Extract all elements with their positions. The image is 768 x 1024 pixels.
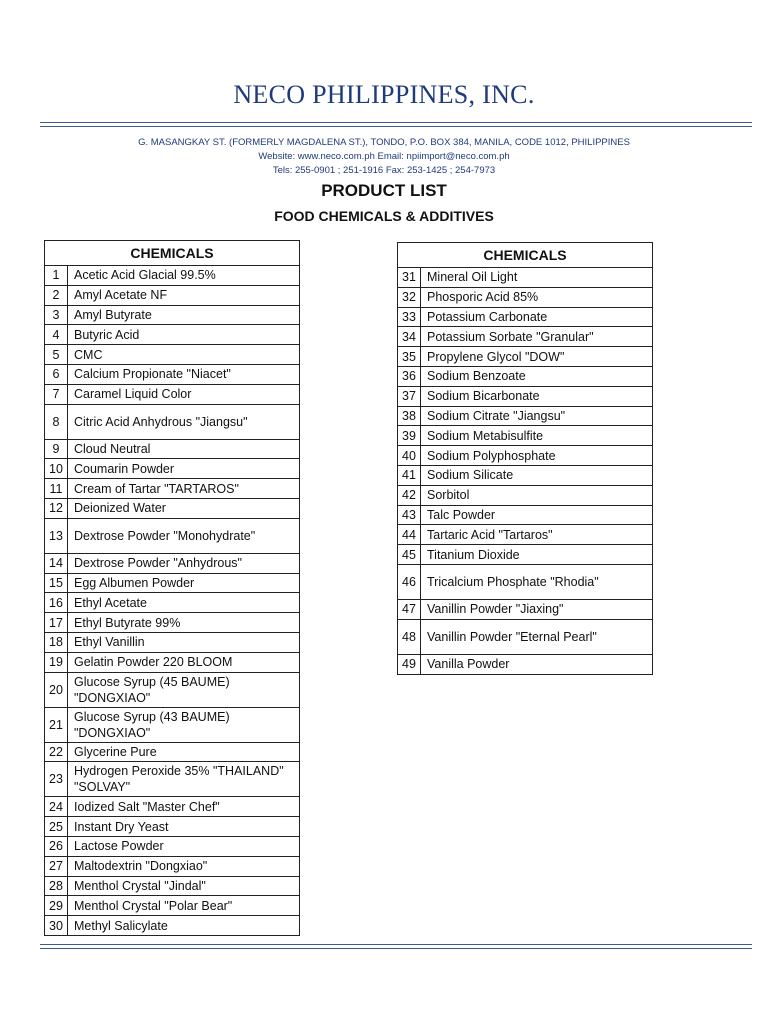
- product-name: Sorbitol: [421, 485, 653, 505]
- row-number: 11: [45, 479, 68, 499]
- product-name: Hydrogen Peroxide 35% "THAILAND" "SOLVAY": [68, 762, 300, 797]
- product-name: Vanilla Powder: [421, 654, 653, 674]
- table-row: [45, 553, 300, 573]
- page-title: PRODUCT LIST: [321, 181, 447, 200]
- product-name: Sodium Polyphosphate: [421, 446, 653, 466]
- product-name: Gelatin Powder 220 BLOOM: [68, 652, 300, 672]
- footer-rule-top: [40, 944, 752, 945]
- table-row: [45, 345, 300, 365]
- table-row: [398, 525, 653, 545]
- product-name: Coumarin Powder: [68, 459, 300, 479]
- table-row: [398, 545, 653, 565]
- product-name: Citric Acid Anhydrous "Jiangsu": [68, 404, 300, 439]
- row-number: 39: [398, 426, 421, 446]
- row-number: 3: [45, 305, 68, 325]
- table-row: [398, 654, 653, 674]
- row-number: 36: [398, 366, 421, 386]
- product-name: Sodium Silicate: [421, 465, 653, 485]
- product-name: Glycerine Pure: [68, 742, 300, 762]
- row-number: 46: [398, 564, 421, 599]
- product-name: Phosporic Acid 85%: [421, 287, 653, 307]
- row-number: 49: [398, 654, 421, 674]
- table-row: [45, 266, 300, 286]
- table-row: [398, 446, 653, 466]
- table-row: [45, 404, 300, 439]
- table-row: [398, 426, 653, 446]
- product-name: Glucose Syrup (43 BAUME) "DONGXIAO": [68, 707, 300, 742]
- row-number: 6: [45, 364, 68, 384]
- product-name: Dextrose Powder "Anhydrous": [68, 553, 300, 573]
- row-number: 29: [45, 896, 68, 916]
- product-name: Sodium Benzoate: [421, 366, 653, 386]
- table-row: [45, 632, 300, 652]
- table-row: [45, 797, 300, 817]
- company-name: NECO PHILIPPINES, INC.: [233, 80, 535, 109]
- product-name: Menthol Crystal "Polar Bear": [68, 896, 300, 916]
- table-row: [398, 485, 653, 505]
- table-row: [398, 619, 653, 654]
- product-name: Amyl Butyrate: [68, 305, 300, 325]
- row-number: 35: [398, 347, 421, 367]
- row-number: 43: [398, 505, 421, 525]
- table-row: [45, 325, 300, 345]
- product-name: Talc Powder: [421, 505, 653, 525]
- product-name: Vanillin Powder "Jiaxing": [421, 599, 653, 619]
- product-table-right: [397, 242, 653, 675]
- table-row: [398, 366, 653, 386]
- row-number: 14: [45, 553, 68, 573]
- product-name: Cream of Tartar "TARTAROS": [68, 479, 300, 499]
- product-name: Cloud Neutral: [68, 439, 300, 459]
- row-number: 24: [45, 797, 68, 817]
- row-number: 38: [398, 406, 421, 426]
- table-row: [45, 439, 300, 459]
- table-row: [45, 285, 300, 305]
- row-number: 44: [398, 525, 421, 545]
- table-header: CHEMICALS: [45, 241, 300, 266]
- page-subtitle: FOOD CHEMICALS & ADDITIVES: [274, 208, 494, 224]
- row-number: 26: [45, 836, 68, 856]
- row-number: 20: [45, 672, 68, 707]
- product-name: Tartaric Acid "Tartaros": [421, 525, 653, 545]
- table-row: [45, 459, 300, 479]
- table-row: [45, 916, 300, 936]
- footer-rule-bottom: [40, 948, 752, 949]
- table-row: [398, 599, 653, 619]
- table-row: [45, 707, 300, 742]
- row-number: 2: [45, 285, 68, 305]
- table-row: [398, 505, 653, 525]
- company-website-email: Website: www.neco.com.ph Email: npiimport@neco.com.ph: [258, 151, 510, 162]
- row-number: 45: [398, 545, 421, 565]
- row-number: 8: [45, 404, 68, 439]
- row-number: 13: [45, 518, 68, 553]
- row-number: 1: [45, 266, 68, 286]
- row-number: 18: [45, 632, 68, 652]
- row-number: 9: [45, 439, 68, 459]
- row-number: 33: [398, 307, 421, 327]
- row-number: 42: [398, 485, 421, 505]
- product-name: Menthol Crystal "Jindal": [68, 876, 300, 896]
- product-name: Ethyl Butyrate 99%: [68, 613, 300, 633]
- product-name: Mineral Oil Light: [421, 268, 653, 288]
- product-name: Tricalcium Phosphate "Rhodia": [421, 564, 653, 599]
- product-name: Glucose Syrup (45 BAUME) "DONGXIAO": [68, 672, 300, 707]
- table-row: [398, 287, 653, 307]
- product-name: Sodium Citrate "Jiangsu": [421, 406, 653, 426]
- table-row: [45, 836, 300, 856]
- product-name: Dextrose Powder "Monohydrate": [68, 518, 300, 553]
- product-name: Potassium Sorbate "Granular": [421, 327, 653, 347]
- table-row: [45, 817, 300, 837]
- product-name: Deionized Water: [68, 498, 300, 518]
- row-number: 17: [45, 613, 68, 633]
- table-row: [398, 564, 653, 599]
- row-number: 23: [45, 762, 68, 797]
- row-number: 15: [45, 573, 68, 593]
- row-number: 4: [45, 325, 68, 345]
- table-row: [45, 672, 300, 707]
- row-number: 22: [45, 742, 68, 762]
- row-number: 34: [398, 327, 421, 347]
- table-row: [398, 386, 653, 406]
- company-address: G. MASANGKAY ST. (FORMERLY MAGDALENA ST.), TONDO, P.O. BOX 384, MANILA, CODE 1012, PHILIPPINES: [138, 137, 630, 148]
- product-name: Caramel Liquid Color: [68, 384, 300, 404]
- product-name: Amyl Acetate NF: [68, 285, 300, 305]
- table-row: [398, 465, 653, 485]
- table-row: [398, 327, 653, 347]
- product-name: Egg Albumen Powder: [68, 573, 300, 593]
- row-number: 7: [45, 384, 68, 404]
- table-row: [45, 364, 300, 384]
- product-name: CMC: [68, 345, 300, 365]
- table-row: [45, 384, 300, 404]
- product-name: Propylene Glycol "DOW": [421, 347, 653, 367]
- row-number: 31: [398, 268, 421, 288]
- row-number: 30: [45, 916, 68, 936]
- row-number: 12: [45, 498, 68, 518]
- product-name: Maltodextrin "Dongxiao": [68, 856, 300, 876]
- header-rule-bottom: [40, 126, 752, 127]
- row-number: 21: [45, 707, 68, 742]
- table-row: [398, 347, 653, 367]
- table-row: [398, 268, 653, 288]
- table-header: CHEMICALS: [398, 243, 653, 268]
- row-number: 48: [398, 619, 421, 654]
- row-number: 19: [45, 652, 68, 672]
- product-name: Sodium Metabisulfite: [421, 426, 653, 446]
- row-number: 10: [45, 459, 68, 479]
- product-name: Ethyl Acetate: [68, 593, 300, 613]
- product-name: Titanium Dioxide: [421, 545, 653, 565]
- product-name: Acetic Acid Glacial 99.5%: [68, 266, 300, 286]
- row-number: 40: [398, 446, 421, 466]
- product-name: Instant Dry Yeast: [68, 817, 300, 837]
- header-rule-top: [40, 122, 752, 123]
- table-row: [45, 856, 300, 876]
- row-number: 5: [45, 345, 68, 365]
- product-table-left: [44, 240, 300, 936]
- row-number: 37: [398, 386, 421, 406]
- table-row: [45, 742, 300, 762]
- row-number: 47: [398, 599, 421, 619]
- table-row: [45, 518, 300, 553]
- table-row: [45, 896, 300, 916]
- row-number: 27: [45, 856, 68, 876]
- table-row: [45, 498, 300, 518]
- product-name: Methyl Salicylate: [68, 916, 300, 936]
- product-name: Iodized Salt "Master Chef": [68, 797, 300, 817]
- product-name: Potassium Carbonate: [421, 307, 653, 327]
- product-name: Vanillin Powder "Eternal Pearl": [421, 619, 653, 654]
- table-row: [45, 876, 300, 896]
- table-row: [45, 479, 300, 499]
- row-number: 32: [398, 287, 421, 307]
- table-row: [398, 406, 653, 426]
- row-number: 28: [45, 876, 68, 896]
- table-row: [45, 593, 300, 613]
- table-row: [45, 573, 300, 593]
- product-name: Lactose Powder: [68, 836, 300, 856]
- table-row: [45, 613, 300, 633]
- table-row: [45, 305, 300, 325]
- table-row: [45, 652, 300, 672]
- product-name: Calcium Propionate "Niacet": [68, 364, 300, 384]
- table-row: [398, 307, 653, 327]
- row-number: 16: [45, 593, 68, 613]
- row-number: 41: [398, 465, 421, 485]
- product-name: Sodium Bicarbonate: [421, 386, 653, 406]
- row-number: 25: [45, 817, 68, 837]
- table-row: [45, 762, 300, 797]
- product-name: Ethyl Vanillin: [68, 632, 300, 652]
- company-phone-fax: Tels: 255-0901 ; 251-1916 Fax: 253-1425 ; 254-7973: [272, 165, 496, 176]
- product-name: Butyric Acid: [68, 325, 300, 345]
